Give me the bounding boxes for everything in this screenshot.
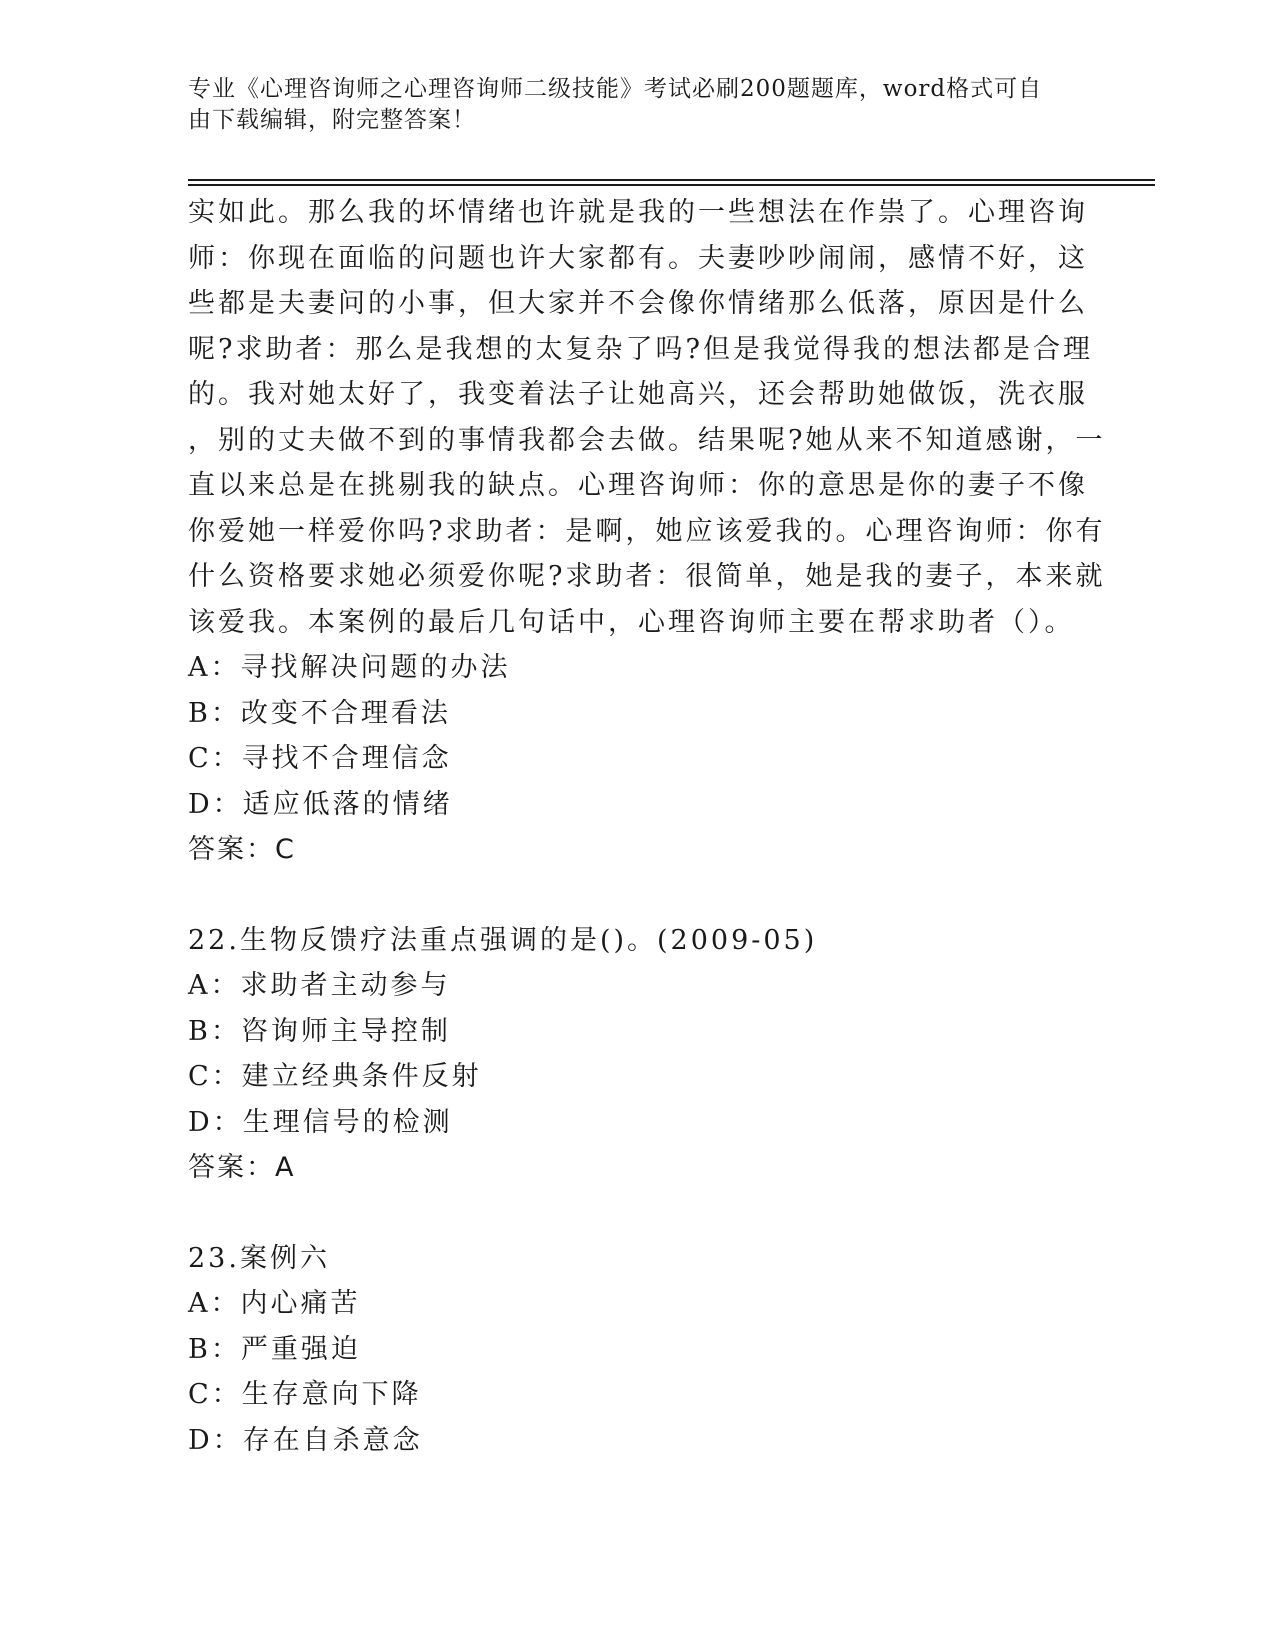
passage-line: 些都是夫妻问的小事，但大家并不会像你情绪那么低落，原因是什么 [188,288,1088,319]
document-header [188,74,1068,136]
question-21-option-b: B：改变不合理看法 [188,697,451,729]
passage-line: 实如此。那么我的坏情绪也许就是我的一些想法在作祟了。心理咨询 [188,197,1088,228]
question-21-option-a: A：寻找解决问题的办法 [188,652,511,683]
question-23-option-d: D：存在自杀意念 [188,1424,423,1456]
question-23-option-c: C：生存意向下降 [188,1379,422,1410]
question-23-option-b: B：严重强迫 [188,1333,361,1365]
passage-line: 师：你现在面临的问题也许大家都有。夫妻吵吵闹闹，感情不好，这 [188,242,1088,274]
question-21-passage [188,190,1106,645]
spacer [188,873,1088,918]
question-22-option-c: C：建立经典条件反射 [188,1061,482,1092]
question-23-option-a: A：内心痛苦 [188,1288,361,1319]
spacer [188,1191,1088,1236]
question-22-title: 22.生物反馈疗法重点强调的是()。(2009-05) [188,924,818,956]
passage-line: 直以来总是在挑剔我的缺点。心理咨询师：你的意思是你的妻子不像 [188,470,1088,501]
passage-line: 呢?求助者：那么是我想的太复杂了吗?但是我觉得我的想法都是合理 [188,333,1093,365]
passage-line: ，别的丈夫做不到的事情我都会去做。结果呢?她从来不知道感谢，一 [188,424,1106,456]
question-22-option-d: D：生理信号的检测 [188,1106,453,1138]
question-21-answer: 答案：C [188,834,296,865]
header-rule-top [188,179,1155,181]
question-21-option-d: D：适应低落的情绪 [188,788,453,820]
passage-line: 你爱她一样爱你吗?求助者：是啊，她应该爱我的。心理咨询师：你有 [188,515,1106,547]
header-line-1: 专业《心理咨询师之心理咨询师二级技能》考试必刷200题题库，word格式可自 [188,76,1043,102]
passage-line: 该爱我。本案例的最后几句话中，心理咨询师主要在帮求助者（）。 [188,606,1075,638]
question-22-answer: 答案：A [188,1152,296,1183]
passage-line: 的。我对她太好了，我变着法子让她高兴，还会帮助她做饭，洗衣服 [188,379,1088,410]
passage-line: 什么资格要求她必须爱你呢?求助者：很简单，她是我的妻子，本来就 [188,561,1106,592]
question-22-option-b: B：咨询师主导控制 [188,1015,451,1047]
question-22-option-a: A：求助者主动参与 [188,970,451,1001]
header-rule-bottom [188,184,1155,186]
document-body [188,190,1106,1463]
header-line-2: 由下载编辑，附完整答案！ [188,107,476,133]
question-23-title: 23.案例六 [188,1242,330,1274]
question-21-option-c: C：寻找不合理信念 [188,743,452,774]
